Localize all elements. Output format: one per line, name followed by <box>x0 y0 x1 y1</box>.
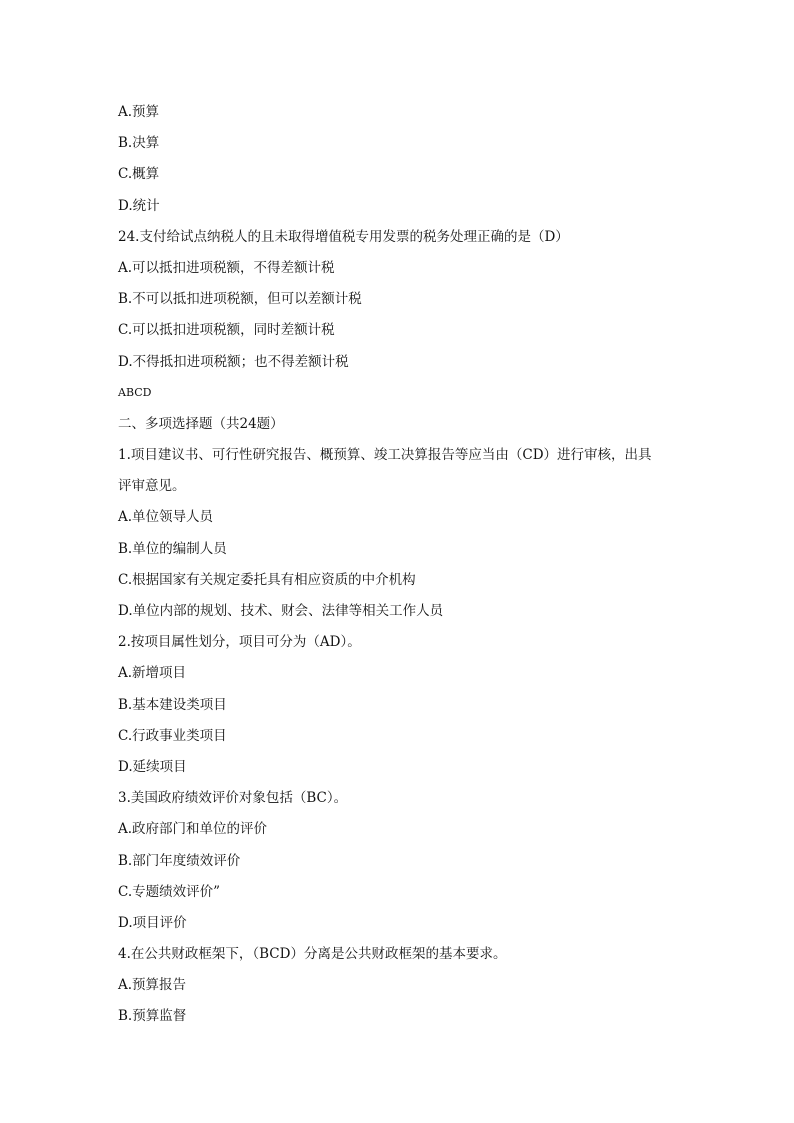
q2-option-d: D.延续项目 <box>118 758 187 775</box>
q24-option-b: B.不可以抵扣进项税额，但可以差额计税 <box>118 291 362 308</box>
q1-option-a: A.单位领导人员 <box>118 509 214 526</box>
question-1: 1.项目建议书、可行性研究报告、概预算、竣工决算报告等应当由（CD）进行审核，出具 <box>118 447 652 464</box>
q2-option-c: C.行政事业类项目 <box>118 727 227 744</box>
q24-option-d: D.不得抵扣进项税额；也不得差额计税 <box>118 353 349 370</box>
q4-option-b: B.预算监督 <box>118 1008 187 1025</box>
question-3: 3.美国政府绩效评价对象包括（BC）。 <box>118 790 348 807</box>
question-1-continued: 评审意见。 <box>118 478 186 495</box>
question-2: 2.按项目属性划分，项目可分为（AD）。 <box>118 634 361 651</box>
section-heading-multiple-choice: 二、多项选择题（共24题） <box>118 415 284 432</box>
option-d-statistics: D.统计 <box>118 197 160 214</box>
option-a-budget: A.预算 <box>118 104 160 120</box>
q3-option-b: B.部门年度绩效评价 <box>118 852 241 869</box>
q2-option-b: B.基本建设类项目 <box>118 696 227 713</box>
document-page <box>118 100 688 1036</box>
q3-option-c: C.专题绩效评价” <box>118 883 221 900</box>
option-b-final-accounts: B.决算 <box>118 135 160 152</box>
q3-option-d: D.项目评价 <box>118 914 187 931</box>
q1-option-c: C.根据国家有关规定委托具有相应资质的中介机构 <box>118 571 416 588</box>
question-24: 24.支付给试点纳税人的且未取得增值税专用发票的税务处理正确的是（D） <box>118 228 569 245</box>
q3-option-a: A.政府部门和单位的评价 <box>118 821 268 838</box>
q24-option-a: A.可以抵扣进项税额，不得差额计税 <box>118 259 335 276</box>
option-c-estimate: C.概算 <box>118 166 160 183</box>
q1-option-d: D.单位内部的规划、技术、财会、法律等相关工作人员 <box>118 603 444 619</box>
q4-option-a: A.预算报告 <box>118 977 187 994</box>
question-4: 4.在公共财政框架下，（BCD）分离是公共财政框架的基本要求。 <box>118 946 507 963</box>
q1-option-b: B.单位的编制人员 <box>118 540 227 557</box>
q24-option-c: C.可以抵扣进项税额，同时差额计税 <box>118 322 335 339</box>
answer-abcd: ABCD <box>118 385 152 399</box>
q2-option-a: A.新增项目 <box>118 665 187 682</box>
